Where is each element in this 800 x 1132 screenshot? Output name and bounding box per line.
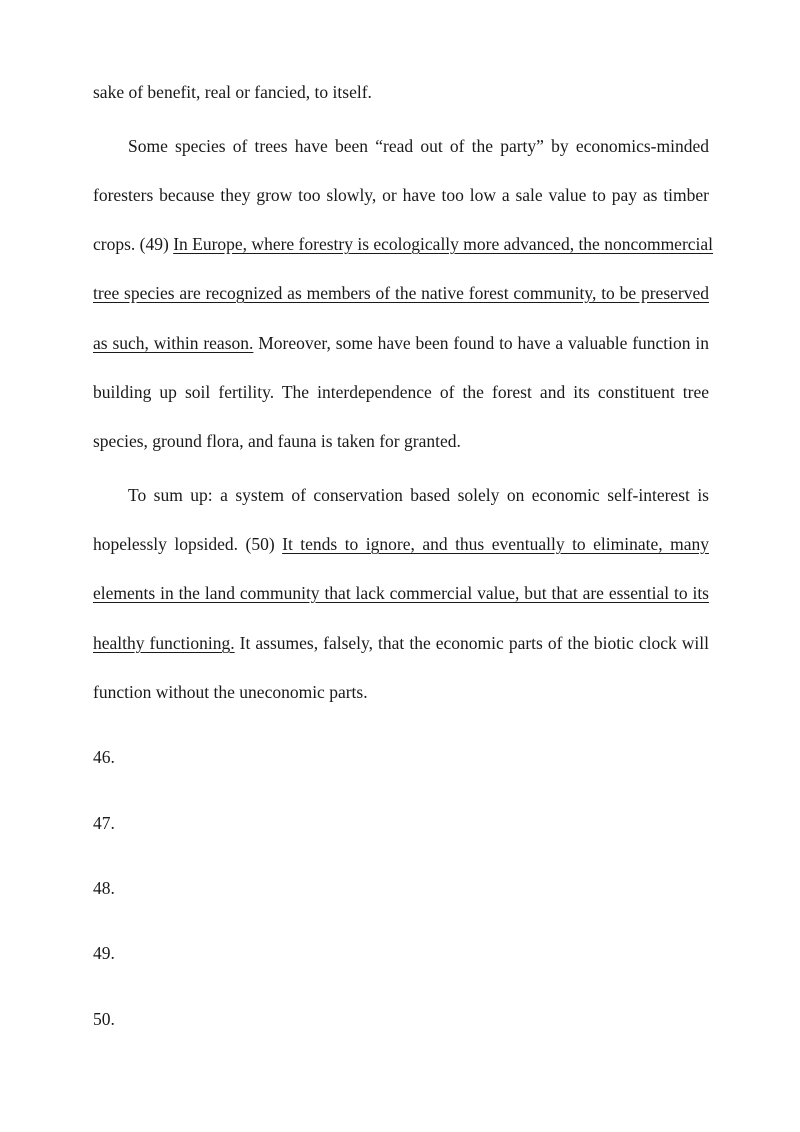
underlined-sentence-50: elements in the land community that lack commercial value, but that are essential to its [93, 583, 709, 603]
text-line: foresters because they grow too slowly, or have too low a sale value to pay as timber [93, 185, 709, 205]
text-line [93, 282, 709, 304]
underlined-sentence-50: healthy functioning. [93, 633, 235, 653]
answer-number-48: 48. [93, 878, 115, 898]
answer-number-50: 50. [93, 1009, 115, 1029]
text-line: healthy functioning. It assumes, falsely, that the economic parts of the biotic clock will [93, 633, 709, 653]
underlined-sentence-49: as such, within reason. [93, 333, 254, 353]
text-line [93, 582, 709, 604]
text-line: To sum up: a system of conservation based solely on economic self-interest is [128, 485, 709, 505]
text-line: as such, within reason. Moreover, some have been found to have a valuable function in [93, 333, 709, 353]
text-line: crops. (49) In Europe, where forestry is ecologically more advanced, the noncommercial [93, 234, 714, 254]
text-line: building up soil fertility. The interdependence of the forest and its constituent tree [93, 382, 709, 402]
answer-number-47: 47. [93, 813, 115, 833]
underlined-sentence-49: tree species are recognized as members of the native forest community, to be preserved [93, 283, 709, 303]
text-line: Some species of trees have been “read out of the party” by economics-minded [128, 136, 709, 156]
text-line: hopelessly lopsided. (50) It tends to ignore, and thus eventually to eliminate, many [93, 534, 709, 554]
text-line: function without the uneconomic parts. [93, 682, 368, 702]
underlined-sentence-49: In Europe, where forestry is ecologically more advanced, the noncommercial [173, 234, 714, 254]
answer-number-49: 49. [93, 943, 115, 963]
answer-number-46: 46. [93, 747, 115, 767]
underlined-sentence-50: It tends to ignore, and thus eventually to eliminate, many [282, 534, 709, 554]
paragraph-continuation: sake of benefit, real or fancied, to itself. [93, 82, 372, 102]
text-line: species, ground flora, and fauna is taken for granted. [93, 431, 461, 451]
